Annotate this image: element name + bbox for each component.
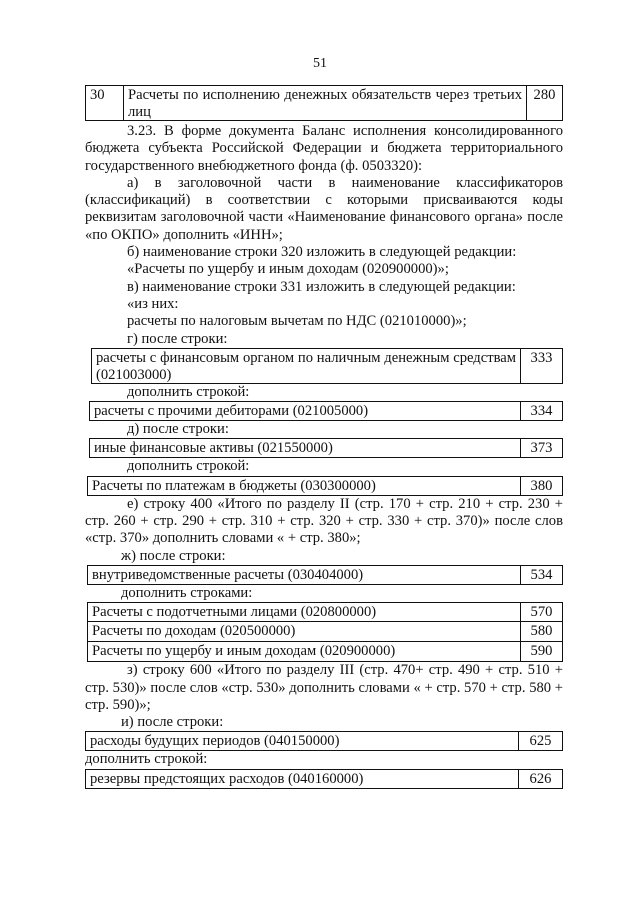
document-body xyxy=(85,85,563,789)
table-row-625 xyxy=(85,731,563,751)
paragraph-add-3: дополнить строками: xyxy=(121,584,253,601)
paragraph-add-2: дополнить строкой: xyxy=(127,458,250,475)
paragraph-a: а) в заголовочной части в наименование классификаторов (классификаций) в соответствии с которыми присваиваются коды реквизитам заголовочной части «Наименование финансового органа» после «по ОКПО» дополнить «ИНН»; xyxy=(85,174,563,243)
table-row-626 xyxy=(85,769,563,789)
table-row-30 xyxy=(85,85,563,121)
row-name: Расчеты по платежам в бюджеты (030300000) xyxy=(92,477,376,494)
row-number: 30 xyxy=(86,86,124,120)
row-code: 625 xyxy=(518,732,562,750)
paragraph-zh: ж) после строки: xyxy=(121,547,226,564)
row-code: 373 xyxy=(520,439,562,457)
paragraph-b-1: б) наименование строки 320 изложить в следующей редакции: xyxy=(127,244,517,261)
table-row-333 xyxy=(91,348,563,384)
page-number: 51 xyxy=(313,56,327,71)
paragraph-add-1: дополнить строкой: xyxy=(127,383,250,400)
paragraph-v-2: «из них: xyxy=(127,295,179,312)
row-code: 570 xyxy=(520,603,562,621)
row-name: расходы будущих периодов (040150000) xyxy=(90,733,340,750)
row-code: 380 xyxy=(520,477,562,495)
table-row xyxy=(87,622,563,642)
row-name: расчеты с финансовым органом по наличным денежным средствам (021003000) xyxy=(96,349,516,384)
paragraph-z: з) строку 600 «Итого по разделу III (стр. 470+ стр. 490 + стр. 510 + стр. 530)» после слов «стр. 530» дополнить словами « + стр. 570 + стр. 580 + стр. 590)»; xyxy=(85,662,563,713)
table-row xyxy=(87,602,563,622)
table-row xyxy=(87,642,563,662)
paragraph-e: е) строку 400 «Итого по разделу II (стр. 170 + стр. 210 + стр. 230 + стр. 260 + стр. 290 + стр. 310 + стр. 320 + стр. 330 + стр. 370)» после слов «стр. 370» дополнить словами « + стр. 380»; xyxy=(85,495,563,547)
paragraph-add-4: дополнить строкой: xyxy=(85,751,208,768)
row-name: Расчеты по доходам (020500000) xyxy=(92,623,296,640)
table-row-534 xyxy=(87,565,563,585)
table-row-373 xyxy=(89,438,563,458)
paragraph-i: и) после строки: xyxy=(121,714,224,731)
row-name: резервы предстоящих расходов (040160000) xyxy=(90,770,364,787)
row-code: 626 xyxy=(518,770,562,788)
row-code: 580 xyxy=(520,622,562,641)
paragraph-v-1: в) наименование строки 331 изложить в следующей редакции: xyxy=(127,278,516,295)
row-name: расчеты с прочими дебиторами (021005000) xyxy=(94,403,369,420)
table-row-334 xyxy=(89,401,563,421)
row-code: 333 xyxy=(520,349,562,383)
paragraph-d: д) после строки: xyxy=(127,421,229,438)
row-code: 534 xyxy=(520,566,562,584)
row-code: 334 xyxy=(520,402,562,420)
row-name: Расчеты по ущербу и иным доходам (020900000) xyxy=(92,643,396,660)
row-name: Расчеты с подотчетными лицами (020800000) xyxy=(92,604,377,621)
row-name: иные финансовые активы (021550000) xyxy=(94,440,333,457)
row-name: Расчеты по исполнению денежных обязательств через третьих лиц xyxy=(128,87,522,121)
paragraph-b-2: «Расчеты по ущербу и иным доходам (020900000)»; xyxy=(127,261,449,278)
paragraph-v-3: расчеты по налоговым вычетам по НДС (021010000)»; xyxy=(127,313,467,330)
row-name: внутриведомственные расчеты (030404000) xyxy=(92,566,364,583)
table-row-380 xyxy=(87,476,563,496)
row-code: 590 xyxy=(520,642,562,661)
paragraph-3-23: 3.23. В форме документа Баланс исполнения консолидированного бюджета субъекта Российской Федерации и бюджета территориального государственного внебюджетного фонда (ф. 0503320): xyxy=(85,123,563,174)
paragraph-g: г) после строки: xyxy=(127,330,228,347)
row-code: 280 xyxy=(526,86,562,120)
table-rows-570-590 xyxy=(87,602,563,662)
